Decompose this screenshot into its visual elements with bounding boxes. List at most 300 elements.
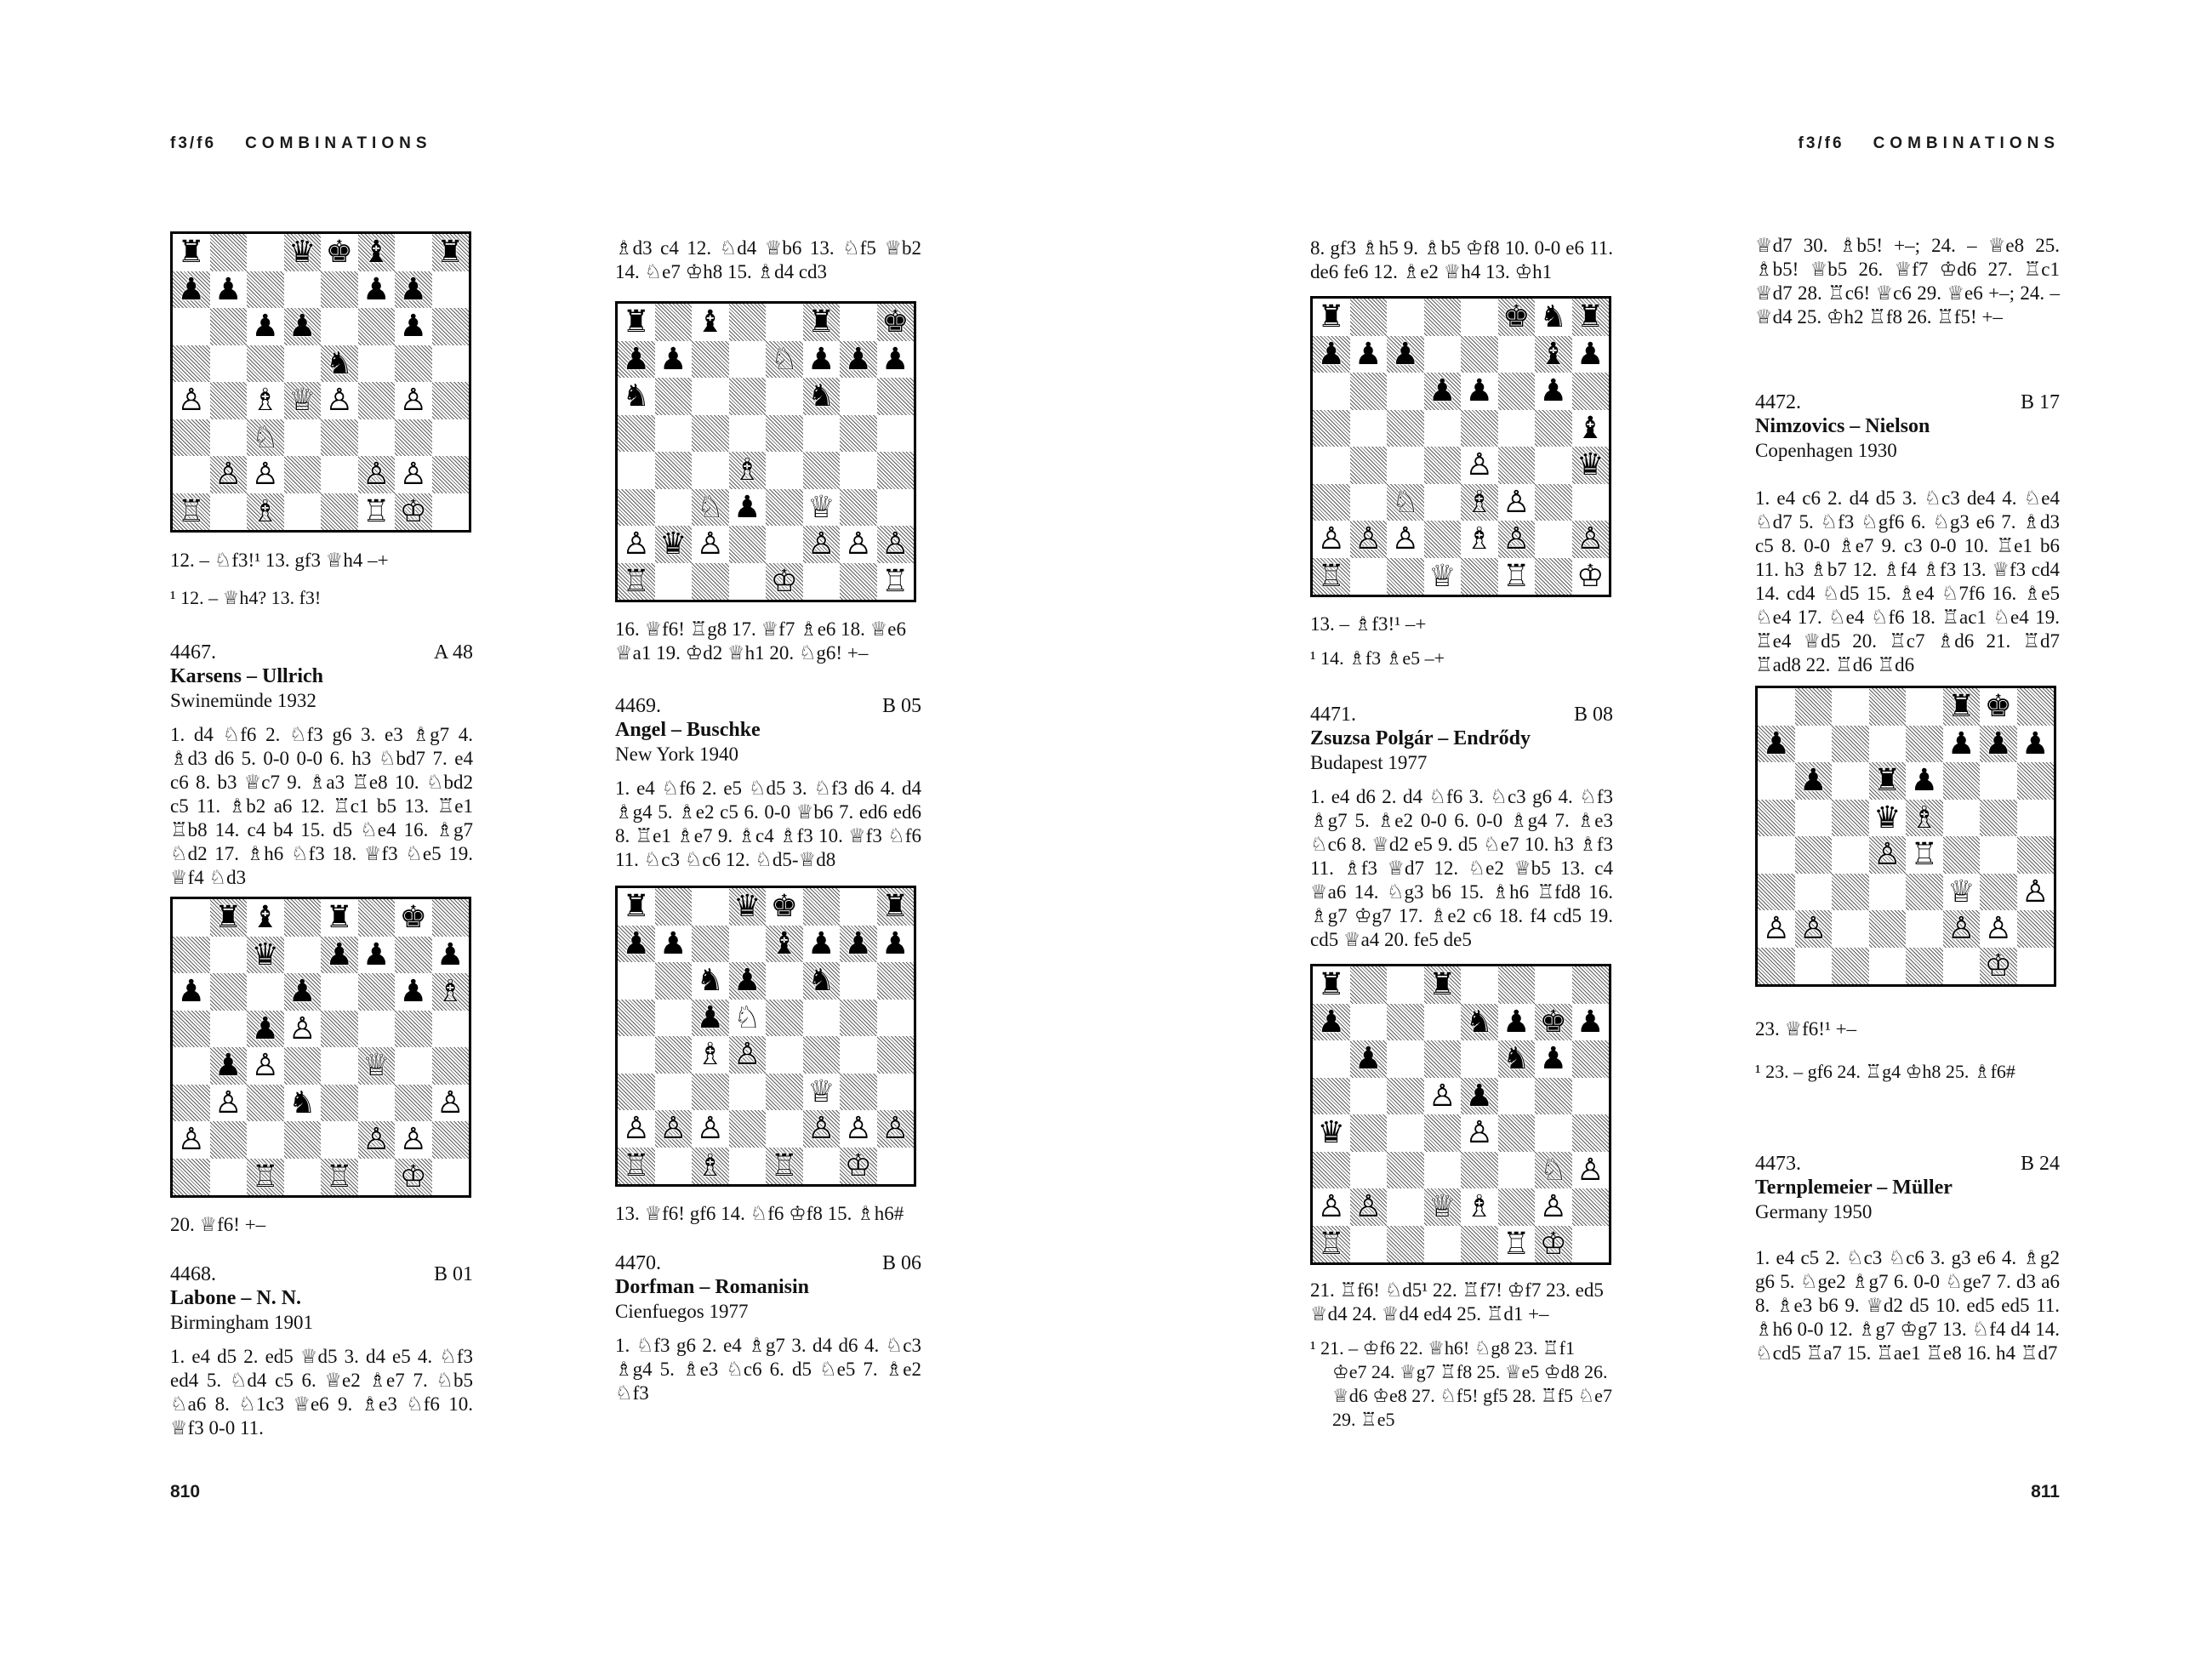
board-square — [247, 1085, 284, 1122]
chess-piece: ♙ — [696, 527, 724, 561]
board-square — [2017, 688, 2055, 726]
chess-piece: ♙ — [1762, 911, 1790, 946]
board-square — [358, 419, 396, 457]
chess-piece: ♜ — [622, 889, 650, 924]
game-players: Zsuzsa Polgár – Endrődy — [1310, 727, 1531, 749]
board-square — [1387, 373, 1424, 410]
chess-piece: ♖ — [1317, 558, 1345, 594]
board-square — [1758, 874, 1795, 911]
board-square — [692, 1074, 729, 1111]
chess-piece: ♞ — [807, 379, 835, 413]
board-square — [173, 308, 210, 345]
board-square — [1832, 800, 1869, 837]
chess-piece: ♛ — [1873, 800, 1901, 835]
board-square — [395, 1047, 432, 1085]
board-square — [395, 419, 432, 457]
chess-piece: ♟ — [881, 341, 909, 377]
chess-piece: ♙ — [2021, 874, 2050, 909]
board-square — [432, 456, 470, 493]
board-square — [618, 1110, 655, 1148]
board-square — [1498, 410, 1536, 447]
board-square — [173, 382, 210, 419]
board-square — [321, 973, 358, 1011]
board-square — [173, 1159, 210, 1196]
chess-piece: ♚ — [1502, 299, 1531, 334]
board-square — [840, 452, 877, 489]
board-square — [1313, 1004, 1350, 1041]
chess-piece: ♟ — [1391, 336, 1419, 372]
board-square — [1795, 874, 1833, 911]
chess-piece: ♟ — [214, 271, 242, 307]
board-square — [655, 1074, 693, 1111]
board-square — [840, 1110, 877, 1148]
diagram-caption: 20. ♕f6! +– — [170, 1214, 266, 1235]
board-square — [803, 378, 841, 415]
board-square — [618, 304, 655, 341]
chess-piece: ♙ — [1354, 1189, 1382, 1224]
board-square — [210, 1159, 248, 1196]
board-square — [803, 962, 841, 1000]
board-square — [210, 345, 248, 383]
board-square — [395, 973, 432, 1011]
board-square — [173, 271, 210, 309]
game-number: 4468. — [170, 1263, 216, 1285]
board-square — [692, 1000, 729, 1037]
board-square — [247, 271, 284, 309]
chess-piece: ♟ — [1539, 373, 1567, 408]
board-square — [1350, 299, 1388, 336]
board-square — [729, 526, 767, 563]
chess-piece: ♘ — [733, 1000, 761, 1035]
board-square — [284, 308, 322, 345]
diagram-caption: 13. – ♗f3!¹ –+ — [1310, 613, 1427, 635]
game-number: 4471. — [1310, 704, 1356, 726]
board-square — [1832, 836, 1869, 874]
chess-piece: ♙ — [622, 1111, 650, 1146]
board-square — [655, 341, 693, 379]
board-square — [358, 1011, 396, 1048]
board-square — [395, 345, 432, 383]
chess-piece: ♘ — [1539, 1152, 1567, 1188]
board-square — [1498, 484, 1536, 521]
diagram-footnote: ¹ 12. – ♕h4? 13. f3! — [170, 587, 322, 608]
board-square — [321, 1159, 358, 1196]
chess-piece: ♛ — [733, 889, 761, 924]
board-square — [1387, 1040, 1424, 1078]
board-square — [173, 419, 210, 457]
board-square — [1461, 336, 1498, 373]
diagram-caption: 12. – ♘f3!¹ 13. gf3 ♕h4 –+ — [170, 550, 389, 571]
game-moves: 1. e4 d6 2. d4 ♘f6 3. ♘c3 g6 4. ♘f3 ♗g7 5. ♗e2 0-0 6. 0-0 ♗g4 7. ♗e3 ♘c6 8. ♕d2 e5 9. d5 ♘e7 10. h3 ♗f3 11. ♗f3 ♕d7 12. ♘e2 ♕b5 13. c4 ♕a6 14. ♘g3 b6 15. ♗h6 ♖fd8 16. ♗g7 ♔g7 17. ♗e2 c6 18. f4 cd5 19. cd5 ♕a4 20. fe5 de5 — [1310, 786, 1613, 950]
chess-piece: ♖ — [881, 563, 909, 599]
chess-diagram — [1310, 296, 1611, 597]
chess-piece: ♙ — [1799, 911, 1827, 946]
board-square — [1387, 299, 1424, 336]
board-square — [655, 304, 693, 341]
board-square — [358, 973, 396, 1011]
chess-piece: ♙ — [1428, 1078, 1457, 1114]
board-square — [321, 419, 358, 457]
board-square — [358, 493, 396, 531]
eco-code: B 06 — [881, 1252, 921, 1274]
board-square — [1758, 910, 1795, 948]
chess-piece: ♘ — [251, 419, 279, 455]
board-square — [803, 563, 841, 601]
chess-piece: ♞ — [288, 1085, 316, 1120]
board-square — [284, 1085, 322, 1122]
chess-piece: ♛ — [1576, 447, 1605, 482]
board-square — [618, 378, 655, 415]
page-number-right: 811 — [2031, 1482, 2060, 1501]
eco-code: B 08 — [1573, 704, 1613, 726]
board-square — [1795, 948, 1833, 985]
game-number: 4470. — [615, 1252, 661, 1274]
continuation-text: ♗d3 c4 12. ♘d4 ♕b6 13. ♘f5 ♕b2 14. ♘e7 ♔h8 15. ♗d4 cd3 — [615, 237, 921, 282]
board-square — [729, 926, 767, 963]
chess-piece: ♟ — [1428, 373, 1457, 408]
game-number: 4469. — [615, 695, 661, 717]
board-square — [803, 304, 841, 341]
board-square — [1832, 948, 1869, 985]
continuation-text: ♕d7 30. ♗b5! +–; 24. – ♕e8 25. ♗b5! ♕b5 26. ♕f7 ♔d6 27. ♖c1 ♕d7 28. ♖c6! ♕c6 29. ♕e6 +–; 24. – ♕d4 25. ♔h2 ♖f8 26. ♖f5! +– — [1755, 235, 2060, 328]
board-square — [1980, 688, 2017, 726]
column-1 — [170, 0, 473, 1440]
chess-piece: ♜ — [622, 305, 650, 339]
chess-piece: ♖ — [362, 493, 391, 529]
board-square — [210, 1085, 248, 1122]
board-square — [1424, 336, 1462, 373]
chess-piece: ♙ — [1317, 521, 1345, 556]
board-square — [729, 1000, 767, 1037]
board-square — [877, 888, 915, 926]
board-square — [1535, 1188, 1572, 1226]
chess-piece: ♞ — [1539, 299, 1567, 334]
board-square — [692, 378, 729, 415]
board-square — [1943, 800, 1981, 837]
board-square — [803, 888, 841, 926]
chess-piece: ♟ — [844, 341, 872, 377]
board-square — [840, 1036, 877, 1074]
board-square — [1313, 373, 1350, 410]
board-square — [766, 341, 803, 379]
chess-diagram — [615, 886, 916, 1187]
board-square — [432, 419, 470, 457]
chess-piece: ♖ — [770, 1148, 798, 1183]
board-square — [210, 937, 248, 974]
board-square — [1535, 1078, 1572, 1115]
board-square — [284, 382, 322, 419]
board-square — [840, 563, 877, 601]
board-square — [1498, 1152, 1536, 1189]
board-square — [729, 563, 767, 601]
chess-piece: ♙ — [251, 457, 279, 492]
board-square — [1350, 410, 1388, 447]
chess-piece: ♟ — [659, 926, 687, 961]
board-square — [395, 1159, 432, 1196]
chess-piece: ♖ — [1502, 1226, 1531, 1262]
chess-piece: ♙ — [214, 1085, 242, 1120]
board-square — [321, 308, 358, 345]
chess-piece: ♙ — [325, 383, 353, 418]
board-square — [877, 1036, 915, 1074]
diagram-footnote: ¹ 21. – ♔f6 22. ♕h6! ♘g8 23. ♖f1 ♔e7 24. ♕g7 ♖f8 25. ♕e5 ♔d8 26. ♕d6 ♔e8 27. ♘f5! gf5 28. ♖f5 ♘e7 29. ♖e5 — [1310, 1337, 1612, 1430]
board-square — [395, 1085, 432, 1122]
board-square — [1313, 1040, 1350, 1078]
chess-piece: ♙ — [1465, 447, 1493, 482]
board-square — [729, 489, 767, 527]
board-square — [173, 234, 210, 271]
board-square — [1572, 1226, 1610, 1263]
board-square — [432, 1047, 470, 1085]
section-title: COMBINATIONS — [1873, 134, 2060, 152]
board-square — [358, 1085, 396, 1122]
board-square — [766, 378, 803, 415]
chess-piece: ♟ — [1799, 763, 1827, 798]
board-square — [1424, 410, 1462, 447]
board-square — [877, 926, 915, 963]
chess-piece: ♞ — [622, 379, 650, 413]
board-square — [210, 419, 248, 457]
board-square — [692, 452, 729, 489]
board-square — [1758, 836, 1795, 874]
board-square — [1350, 1040, 1388, 1078]
board-square — [247, 456, 284, 493]
board-square — [729, 1110, 767, 1148]
board-square — [1980, 836, 2017, 874]
board-square — [1795, 910, 1833, 948]
board-square — [840, 1000, 877, 1037]
chess-piece: ♟ — [733, 489, 761, 525]
board-square — [358, 1047, 396, 1085]
game-moves: 1. e4 c6 2. d4 d5 3. ♘c3 de4 4. ♘e4 ♘d7 5. ♘f3 ♘gf6 6. ♘g3 e6 7. ♗d3 c5 8. 0-0 ♗e7 9. c3 0-0 10. ♖e1 b6 11. h3 ♗b7 12. ♗f4 ♗f3 13. ♕f3 cd4 14. cd4 ♘d5 15. ♗e4 ♘7f6 16. ♗e5 ♘e4 17. ♘e4 ♘f6 18. ♖ac1 ♘e4 19. ♖e4 ♕d5 20. ♖c7 ♗d6 21. ♖d7 ♖ad8 22. ♖d6 ♖d6 — [1755, 487, 2060, 675]
board-square — [1461, 373, 1498, 410]
chess-piece: ♟ — [1762, 726, 1790, 761]
board-square — [1572, 1004, 1610, 1041]
eco-code: B 24 — [2020, 1153, 2060, 1175]
chess-piece: ♝ — [251, 900, 279, 935]
board-square — [1535, 410, 1572, 447]
board-square — [2017, 762, 2055, 800]
board-square — [284, 271, 322, 309]
board-square — [1498, 521, 1536, 558]
board-square — [432, 234, 470, 271]
board-square — [1313, 1188, 1350, 1226]
chess-piece: ♖ — [251, 1159, 279, 1194]
chess-piece: ♙ — [362, 1122, 391, 1157]
board-square — [1424, 447, 1462, 484]
board-square — [173, 1047, 210, 1085]
board-square — [284, 1121, 322, 1159]
board-square — [729, 1148, 767, 1185]
chess-piece: ♞ — [807, 963, 835, 998]
chess-piece: ♙ — [733, 1037, 761, 1072]
board-square — [1869, 800, 1907, 837]
game-moves: 1. e4 c5 2. ♘c3 ♘c6 3. g3 e6 4. ♗g2 g6 5. ♘ge2 ♗g7 6. 0-0 ♘ge7 7. d3 a6 8. ♗e3 b6 9. ♕d2 d5 10. ed5 ed5 11. ♗h6 0-0 12. ♗g7 ♔g7 13. ♘f4 d4 14. ♘cd5 ♖a7 15. ♖ae1 ♖e8 16. h4 ♖d7 — [1755, 1247, 2060, 1364]
chess-piece: ♟ — [1947, 726, 1975, 761]
board-square — [766, 1110, 803, 1148]
board-square — [692, 489, 729, 527]
board-square — [173, 973, 210, 1011]
board-square — [1424, 966, 1462, 1004]
board-square — [1906, 688, 1943, 726]
chess-diagram — [1755, 686, 2056, 987]
board-square — [692, 926, 729, 963]
chess-piece: ♙ — [177, 383, 205, 418]
board-square — [173, 1085, 210, 1122]
board-square — [803, 415, 841, 453]
chess-piece: ♖ — [622, 1148, 650, 1183]
chess-piece: ♕ — [807, 1074, 835, 1109]
board-square — [432, 345, 470, 383]
game-number: 4467. — [170, 641, 216, 664]
board-square — [1832, 762, 1869, 800]
chess-diagram — [615, 301, 916, 602]
chess-piece: ♙ — [399, 383, 427, 418]
board-square — [321, 1121, 358, 1159]
board-square — [1498, 1078, 1536, 1115]
chess-diagram — [170, 897, 471, 1198]
chess-piece: ♙ — [659, 1111, 687, 1146]
board-square — [210, 234, 248, 271]
chess-piece: ♙ — [362, 457, 391, 492]
board-square — [210, 271, 248, 309]
chess-piece: ♖ — [325, 1159, 353, 1194]
board-square — [1535, 299, 1572, 336]
board-square — [1572, 336, 1610, 373]
chess-piece: ♝ — [770, 926, 798, 961]
board-square — [173, 345, 210, 383]
board-square — [1387, 1114, 1424, 1152]
chess-piece: ♜ — [325, 900, 353, 935]
board-square — [1350, 1078, 1388, 1115]
board-square — [766, 962, 803, 1000]
chess-piece: ♟ — [659, 341, 687, 377]
board-square — [877, 341, 915, 379]
board-square — [1350, 1114, 1388, 1152]
chess-piece: ♙ — [288, 1011, 316, 1046]
chess-piece: ♟ — [1317, 336, 1345, 372]
board-square — [247, 973, 284, 1011]
board-square — [655, 962, 693, 1000]
board-square — [1572, 558, 1610, 595]
chess-piece: ♙ — [1317, 1189, 1345, 1224]
chess-piece: ♟ — [1576, 336, 1605, 372]
board-square — [284, 973, 322, 1011]
board-square — [1461, 521, 1498, 558]
board-square — [766, 489, 803, 527]
board-square — [655, 888, 693, 926]
board-square — [1572, 447, 1610, 484]
diagram-caption: 13. ♕f6! gf6 14. ♘f6 ♔f8 15. ♗h6# — [615, 1203, 904, 1224]
eco-code: B 01 — [433, 1263, 473, 1285]
diagram-footnote: ¹ 23. – gf6 24. ♖g4 ♔h8 25. ♗f6# — [1755, 1061, 2015, 1082]
board-square — [1535, 966, 1572, 1004]
game-players: Nimzovics – Nielson — [1755, 415, 1930, 437]
game-site: New York 1940 — [615, 744, 739, 765]
board-square — [210, 899, 248, 937]
board-square — [655, 1148, 693, 1185]
game-site: Cienfuegos 1977 — [615, 1301, 749, 1322]
board-square — [1795, 836, 1833, 874]
chess-piece: ♗ — [251, 493, 279, 529]
board-square — [1832, 874, 1869, 911]
board-square — [729, 962, 767, 1000]
board-square — [2017, 836, 2055, 874]
chess-piece: ♙ — [399, 1122, 427, 1157]
board-square — [247, 382, 284, 419]
chess-piece: ♟ — [177, 271, 205, 307]
board-square — [1424, 1004, 1462, 1041]
chess-piece: ♟ — [1354, 336, 1382, 372]
board-square — [1869, 910, 1907, 948]
board-square — [1980, 910, 2017, 948]
board-square — [1424, 521, 1462, 558]
chess-piece: ♗ — [696, 1148, 724, 1183]
board-square — [692, 526, 729, 563]
board-square — [284, 419, 322, 457]
chess-piece: ♟ — [251, 1011, 279, 1046]
board-square — [247, 493, 284, 531]
board-square — [1498, 558, 1536, 595]
chess-piece: ♜ — [1873, 763, 1901, 798]
board-square — [1535, 373, 1572, 410]
board-square — [766, 304, 803, 341]
board-square — [692, 1148, 729, 1185]
chess-piece: ♙ — [881, 527, 909, 561]
board-square — [1387, 447, 1424, 484]
chess-piece: ♝ — [696, 305, 724, 339]
board-square — [803, 341, 841, 379]
board-square — [432, 1085, 470, 1122]
board-square — [1943, 726, 1981, 763]
board-square — [210, 1011, 248, 1048]
board-square — [173, 456, 210, 493]
board-square — [1424, 1226, 1462, 1263]
board-square — [358, 308, 396, 345]
board-square — [1313, 1078, 1350, 1115]
board-square — [358, 271, 396, 309]
board-square — [692, 304, 729, 341]
chess-piece: ♜ — [1317, 967, 1345, 1002]
board-square — [210, 1121, 248, 1159]
board-square — [432, 308, 470, 345]
board-square — [173, 937, 210, 974]
board-square — [1869, 948, 1907, 985]
board-square — [1387, 966, 1424, 1004]
board-square — [1498, 336, 1536, 373]
chess-piece: ♚ — [399, 900, 427, 935]
chess-piece: ♕ — [1428, 558, 1457, 594]
board-square — [692, 962, 729, 1000]
board-square — [1980, 762, 2017, 800]
board-square — [1387, 1078, 1424, 1115]
board-square — [247, 899, 284, 937]
board-square — [1461, 1040, 1498, 1078]
board-square — [1535, 484, 1572, 521]
board-square — [247, 1159, 284, 1196]
board-square — [358, 345, 396, 383]
board-square — [655, 1036, 693, 1074]
board-square — [321, 493, 358, 531]
chess-piece: ♙ — [1354, 521, 1382, 556]
board-square — [358, 937, 396, 974]
chess-piece: ♟ — [399, 271, 427, 307]
chess-piece: ♜ — [1428, 967, 1457, 1002]
board-square — [358, 456, 396, 493]
board-square — [877, 526, 915, 563]
board-square — [247, 1047, 284, 1085]
board-square — [432, 1159, 470, 1196]
